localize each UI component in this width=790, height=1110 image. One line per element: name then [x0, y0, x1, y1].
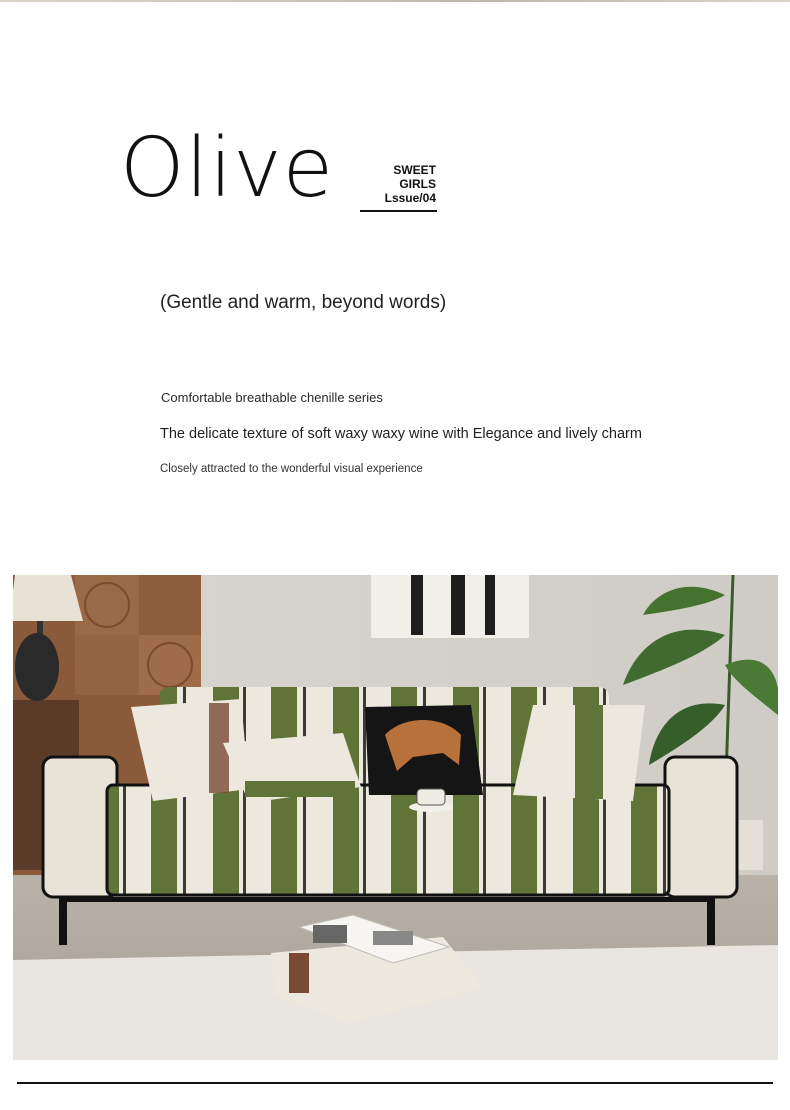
issue-underline [360, 210, 437, 212]
tagline: (Gentle and warm, beyond words) [160, 292, 447, 313]
product-photo [13, 575, 778, 1060]
wall-art [371, 575, 529, 638]
description-line-1: Comfortable breathable chenille series [161, 390, 383, 405]
description-line-3: Closely attracted to the wonderful visual experience [160, 463, 423, 475]
top-edge-strip [0, 0, 790, 2]
brand-title: Olive [120, 121, 335, 216]
description-line-2: The delicate texture of soft waxy waxy wine with Elegance and lively charm [160, 426, 642, 442]
issue-number-label: Lssue/04 [384, 191, 436, 205]
issue-series-label: SWEET GIRLS [393, 163, 436, 191]
issue-block [356, 163, 436, 205]
bottom-divider [17, 1082, 773, 1084]
